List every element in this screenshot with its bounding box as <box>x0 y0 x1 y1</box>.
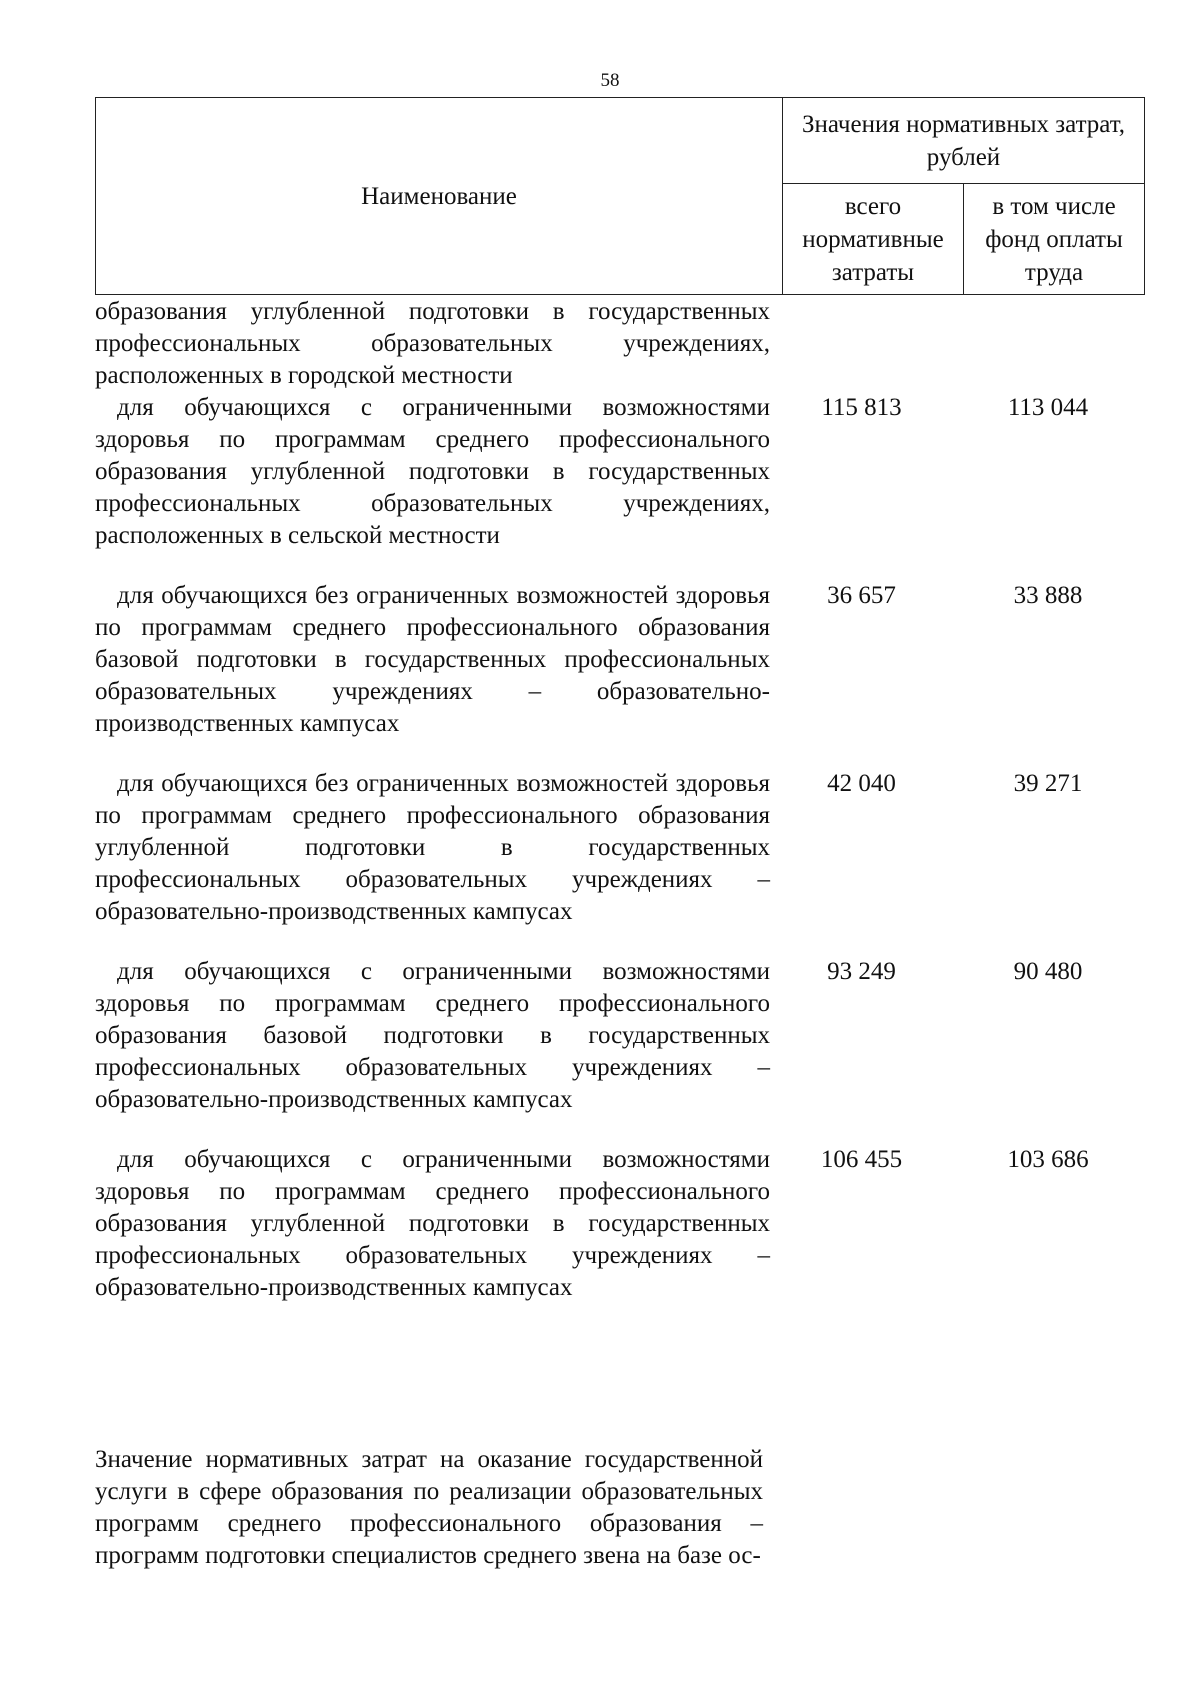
row-name: образования углубленной подготовки в государственных профессиональных образовательных учреждениях, расположенных в городской местности <box>95 298 770 389</box>
row-name: для обучающихся без ограниченных возможностей здоровья по программам среднего профессионального образования базовой подготовки в государственных профессиональных образовательных учреждениях – образовательно-производственных кампусах <box>95 582 770 737</box>
name-column-header: Наименование <box>96 98 783 295</box>
table-row <box>95 768 1155 928</box>
row-total: 106 455 <box>820 1146 903 1173</box>
row-total: 36 657 <box>827 582 896 609</box>
row-wage: 33 888 <box>1013 582 1083 609</box>
row-wage: 39 271 <box>1013 770 1083 797</box>
table-row <box>95 1144 1155 1304</box>
wage-fund-header: в том числе фонд оплаты труда <box>964 184 1145 295</box>
row-name: для обучающихся с ограниченными возможностями здоровья по программам среднего профессионального образования углубленной подготовки в государственных профессиональных образовательных учреждениях, расположенных в сельской местности <box>95 394 770 549</box>
row-total: 42 040 <box>827 770 896 797</box>
row-total <box>770 296 953 392</box>
row-name: для обучающихся с ограниченными возможностями здоровья по программам среднего профессионального образования углубленной подготовки в государственных профессиональных образовательных учреждениях – образовательно-производственных кампусах <box>95 1146 770 1301</box>
values-column-header: Значения нормативных затрат, рублей <box>783 98 1145 184</box>
row-total: 93 249 <box>827 958 896 985</box>
row-name: для обучающихся с ограниченными возможностями здоровья по программам среднего профессионального образования базовой подготовки в государственных профессиональных образовательных учреждениях – образовательно-производственных кампусах <box>95 958 770 1113</box>
row-wage: 90 480 <box>1013 958 1083 985</box>
table-header <box>95 97 1145 295</box>
table-body <box>95 296 1155 1332</box>
final-paragraph <box>95 1444 763 1572</box>
final-text: Значение нормативных затрат на оказание государственной услуги в сфере образования по реализации образовательных программ среднего профессионального образования – программ подготовки специалистов среднего звена на базе ос- <box>95 1446 763 1569</box>
row-wage: 103 686 <box>1007 1146 1089 1173</box>
total-costs-header: всего нормативные затраты <box>783 184 964 295</box>
row-total: 115 813 <box>821 394 902 421</box>
row-wage <box>953 296 1143 392</box>
table-row <box>95 956 1155 1116</box>
table-row <box>95 580 1155 740</box>
table-row <box>95 296 1155 392</box>
row-wage: 113 044 <box>1007 394 1089 421</box>
row-name: для обучающихся без ограниченных возможностей здоровья по программам среднего профессионального образования углубленной подготовки в государственных профессиональных образовательных учреждениях – образовательно-производственных кампусах <box>95 770 770 925</box>
table-row <box>95 392 1155 552</box>
page-number: 58 <box>600 70 620 91</box>
